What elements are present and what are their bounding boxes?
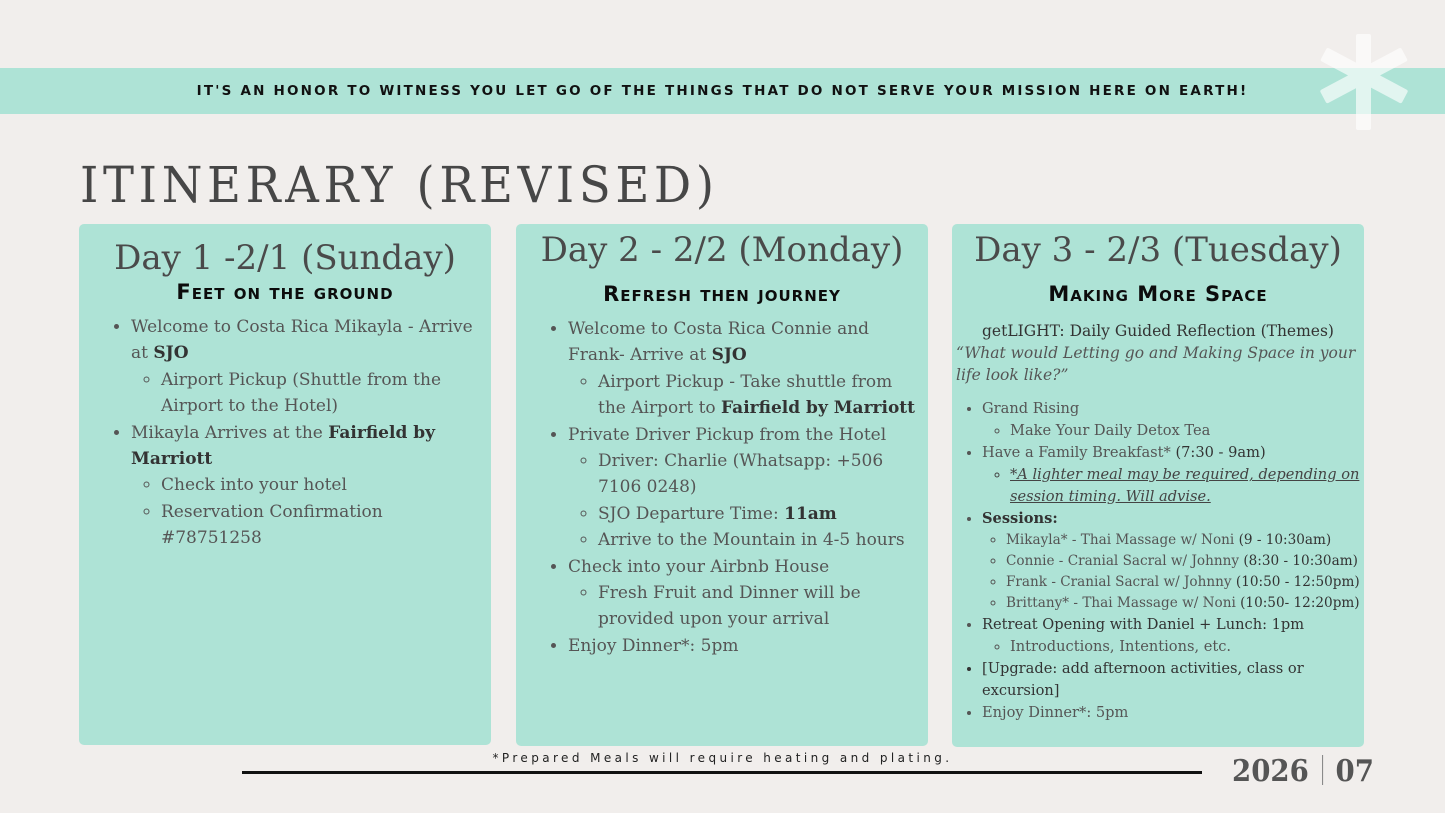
list-item: ◦ Introductions, Intentions, etc. — [1010, 636, 1360, 658]
day3-list — [956, 398, 1360, 724]
list-item: • Private Driver Pickup from the Hotel ◦ Driver: Charlie (Whatsapp: +506 7106 0248) ◦ SJO Departure Time: 11am ◦ Arrive to the Mountain in 4-5 hours — [568, 422, 922, 554]
list-item: ◦ SJO Departure Time: 11am — [598, 501, 922, 527]
list-item: ◦ Connie - Cranial Sacral w/ Johnny (8:30 - 10:30am) — [1006, 551, 1360, 572]
list-item: ◦ Reservation Confirmation #78751258 — [161, 499, 485, 552]
list-item: ◦ Arrive to the Mountain in 4-5 hours — [598, 527, 922, 553]
list-item: • Mikayla Arrives at the Fairfield by Marriott ◦ Check into your hotel ◦ Reservation Confirmation #78751258 — [131, 420, 485, 552]
day3-card — [952, 224, 1364, 747]
list-item: • Have a Family Breakfast* (7:30 - 9am) ◦ *A lighter meal may be required, depending on session timing. Will advise. — [982, 442, 1360, 508]
footer-divider — [242, 771, 1202, 774]
list-item: • Retreat Opening with Daniel + Lunch: 1pm ◦ Introductions, Intentions, etc. — [982, 614, 1360, 658]
footer-note: *Prepared Meals will require heating and plating. — [492, 751, 953, 765]
page-number — [1232, 754, 1374, 789]
list-item: ◦ Check into your hotel — [161, 472, 485, 498]
page-title: ITINERARY (REVISED) — [80, 156, 719, 214]
top-banner — [0, 68, 1445, 114]
list-item: • Enjoy Dinner*: 5pm — [982, 702, 1360, 724]
reflection-theme-heading: getLIGHT: Daily Guided Reflection (Themes) — [982, 322, 1334, 340]
footer-year: 2026 — [1232, 754, 1309, 789]
reflection-question: “What would Letting go and Making Space in your life look like?” — [956, 344, 1356, 384]
banner-text: IT'S AN HONOR TO WITNESS YOU LET GO OF THE THINGS THAT DO NOT SERVE YOUR MISSION HERE ON EARTH! — [196, 83, 1249, 99]
page-number-separator — [1322, 755, 1323, 785]
list-item: ◦ *A lighter meal may be required, depending on session timing. Will advise. — [1010, 464, 1360, 508]
list-item: • Welcome to Costa Rica Connie and Frank- Arrive at SJO ◦ Airport Pickup - Take shuttle from the Airport to Fairfield by Marriott — [568, 316, 922, 422]
day2-heading: Day 2 - 2/2 (Monday) — [540, 230, 904, 270]
list-item: ◦ Airport Pickup (Shuttle from the Airport to the Hotel) — [161, 367, 485, 420]
list-item: • [Upgrade: add afternoon activities, class or excursion] — [982, 658, 1360, 702]
asterisk-decoration-icon — [1318, 34, 1410, 130]
day1-list — [85, 314, 485, 552]
list-item: ◦ Fresh Fruit and Dinner will be provided upon your arrival — [598, 580, 922, 633]
day3-subheading: Making More Space — [1048, 282, 1268, 306]
list-item: • Check into your Airbnb House ◦ Fresh Fruit and Dinner will be provided upon your arrival — [568, 554, 922, 633]
list-item: ◦ Driver: Charlie (Whatsapp: +506 7106 0248) — [598, 448, 922, 501]
list-item: • Sessions: ◦ Mikayla* - Thai Massage w/ Noni (9 - 10:30am) ◦ Connie - Cranial Sacral w/ Johnny (8:30 - 10:30am) ◦ Frank - Cranial Sacral w/ Johnny (10:50 - 12:50pm) ◦ Brittany* - Thai Massage w/ Noni (10:50- 12:20pm) — [982, 508, 1360, 614]
list-item: ◦ Mikayla* - Thai Massage w/ Noni (9 - 10:30am) — [1006, 530, 1360, 551]
list-item: ◦ Frank - Cranial Sacral w/ Johnny (10:50 - 12:50pm) — [1006, 572, 1360, 593]
footer-page: 07 — [1335, 754, 1374, 789]
list-item: • Grand Rising ◦ Make Your Daily Detox Tea — [982, 398, 1360, 442]
list-item: ◦ Brittany* - Thai Massage w/ Noni (10:50- 12:20pm) — [1006, 593, 1360, 614]
day2-list — [522, 316, 922, 659]
list-item: ◦ Airport Pickup - Take shuttle from the Airport to Fairfield by Marriott — [598, 369, 922, 422]
list-item: • Enjoy Dinner*: 5pm — [568, 633, 922, 659]
day2-subheading: Refresh then journey — [603, 282, 841, 306]
day1-heading: Day 1 -2/1 (Sunday) — [114, 238, 456, 278]
day1-subheading: Feet on the ground — [176, 280, 394, 304]
day2-card — [516, 224, 928, 746]
day3-heading: Day 3 - 2/3 (Tuesday) — [974, 230, 1342, 270]
day1-card — [79, 224, 491, 745]
list-item: • Welcome to Costa Rica Mikayla - Arrive at SJO ◦ Airport Pickup (Shuttle from the Airport to the Hotel) — [131, 314, 485, 420]
list-item: ◦ Make Your Daily Detox Tea — [1010, 420, 1360, 442]
